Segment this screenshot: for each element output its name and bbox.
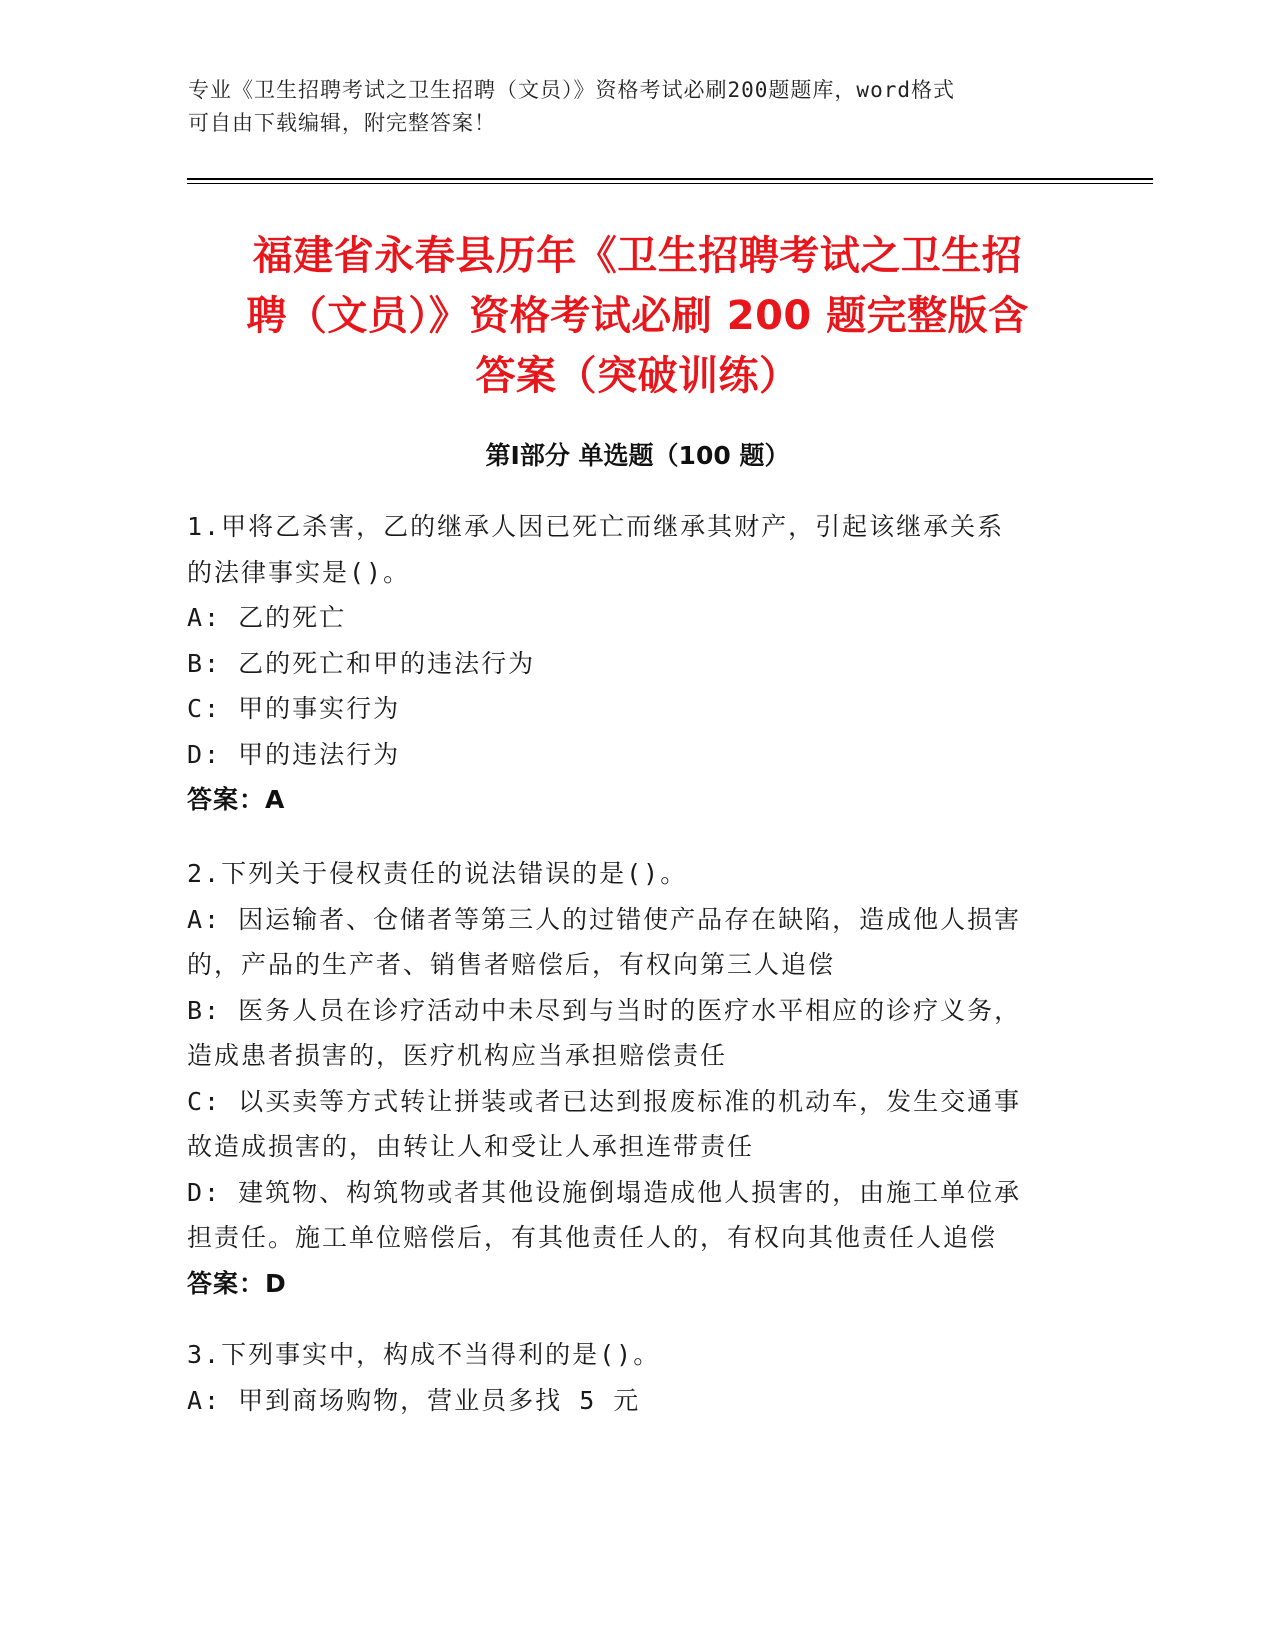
option-a: A: 甲到商场购物，营业员多找 5 元	[187, 1385, 641, 1415]
option-c-cont: 故造成损害的，由转让人和受让人承担连带责任	[187, 1132, 755, 1161]
header-note-line: 专业《卫生招聘考试之卫生招聘（文员）》资格考试必刷200题题库，word格式	[188, 78, 955, 102]
answer: 答案：A	[187, 785, 286, 814]
question-1	[187, 504, 1077, 823]
option-c: C: 甲的事实行为	[187, 694, 401, 723]
answer: 答案：D	[187, 1268, 287, 1298]
question-3	[187, 1332, 1077, 1423]
option-b-cont: 造成患者损害的，医疗机构应当承担赔偿责任	[187, 1041, 728, 1070]
option-b: B: 乙的死亡和甲的违法行为	[187, 648, 536, 678]
option-c: C: 以买卖等方式转让拼装或者已达到报废标准的机动车，发生交通事	[187, 1086, 1022, 1116]
question-stem: 1.甲将乙杀害，乙的继承人因已死亡而继承其财产，引起该继承关系	[187, 512, 1005, 541]
question-stem: 3.下列事实中，构成不当得利的是()。	[187, 1340, 661, 1369]
title-line: 答案（突破训练）	[475, 353, 800, 399]
option-d: D: 甲的违法行为	[187, 739, 401, 769]
option-a: A: 因运输者、仓储者等第三人的过错使产品存在缺陷，造成他人损害	[187, 904, 1022, 934]
header-note-line: 可自由下载编辑，附完整答案！	[188, 111, 496, 135]
option-d: D: 建筑物、构筑物或者其他设施倒塌造成他人损害的，由施工单位承	[187, 1177, 1022, 1207]
document-title	[170, 226, 1105, 406]
option-d-cont: 担责任。施工单位赔偿后，有其他责任人的，有权向其他责任人追偿	[187, 1223, 998, 1252]
question-stem: 2.下列关于侵权责任的说法错误的是()。	[187, 859, 688, 888]
header-note	[188, 74, 1068, 140]
option-b: B: 医务人员在诊疗活动中未尽到与当时的医疗水平相应的诊疗义务，	[187, 995, 1022, 1025]
section-heading: 第Ⅰ部分 单选题（100 题）	[485, 441, 790, 470]
title-line: 聘（文员）》资格考试必刷 200 题完整版含	[246, 293, 1029, 339]
header-divider-thick	[187, 178, 1153, 180]
question-stem: 的法律事实是()。	[187, 557, 411, 587]
question-2	[187, 851, 1077, 1306]
option-a-cont: 的，产品的生产者、销售者赔偿后，有权向第三人追偿	[187, 950, 836, 979]
header-divider-thin	[187, 183, 1153, 184]
title-line: 福建省永春县历年《卫生招聘考试之卫生招	[252, 233, 1023, 279]
option-a: A: 乙的死亡	[187, 603, 347, 632]
